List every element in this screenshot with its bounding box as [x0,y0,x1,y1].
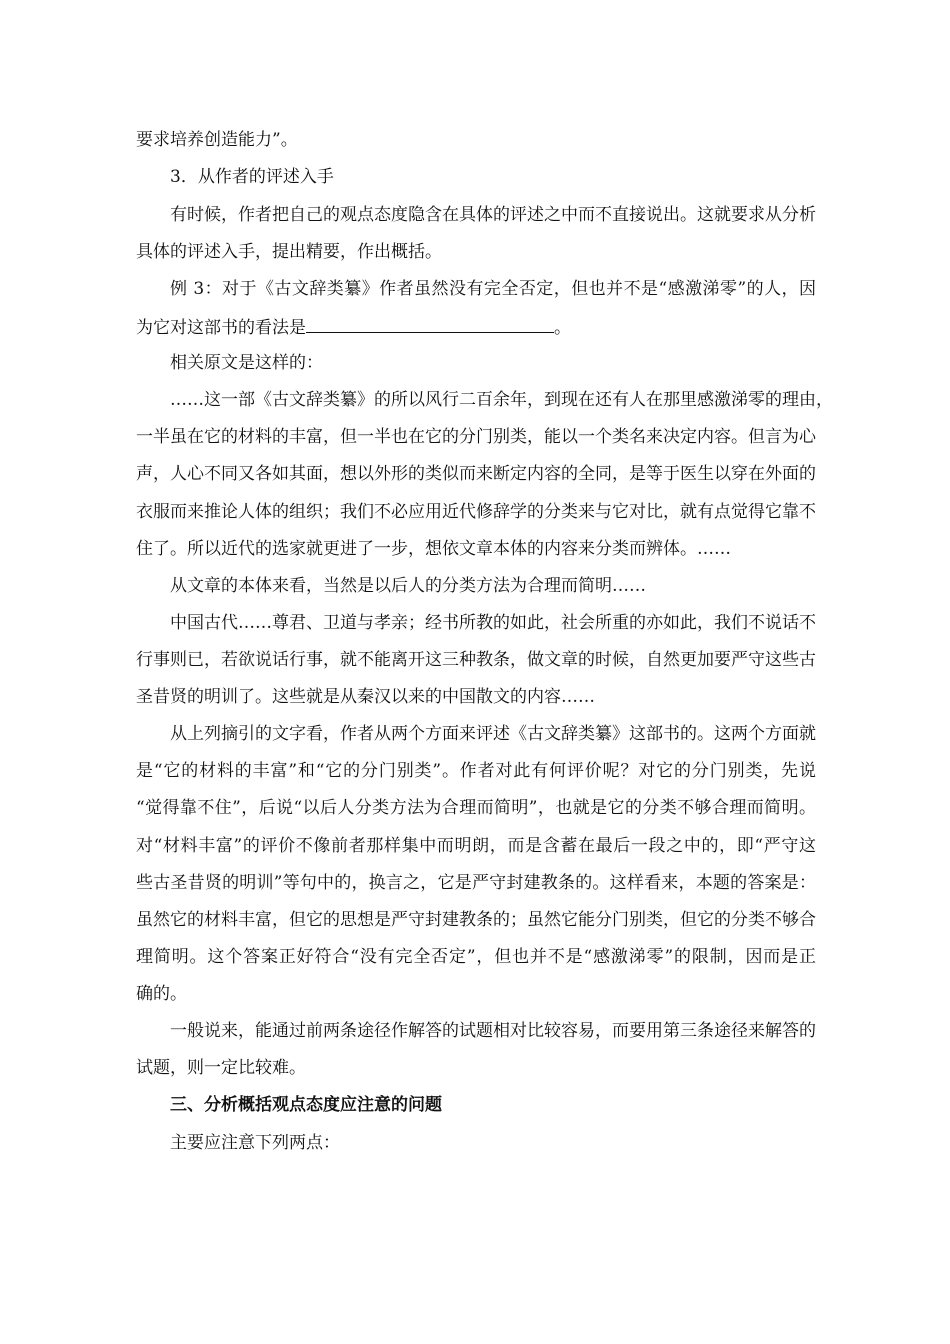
quote-line: 从文章的本体来看，当然是以后人的分类方法为合理而简明…… [170,576,646,596]
quote-line: ……这一部《古文辞类纂》的所以风行二百余年，到现在还有人在那里感激涕零的理由， [170,390,833,410]
text-line [136,314,816,340]
text-line: 些古圣昔贤的明训”等句中的，换言之，它是严守封建教条的。这样看来，本题的答案是： [136,873,816,893]
quote-line: 住了。所以近代的选家就更进了一步，想依文章本体的内容来分类而辨体。…… [136,539,731,559]
text-line: “觉得靠不住”，后说“以后人分类方法为合理而简明”，也就是它的分类不够合理而简明。 [136,798,816,818]
quote-line: 声，人心不同又各如其面，想以外形的类似而来断定内容的全同，是等于医生以穿在外面的 [136,464,816,484]
answer-blank [306,314,554,333]
text-line: 有时候，作者把自己的观点态度隐含在具体的评述之中而不直接说出。这就要求从分析 [170,205,816,225]
text-line: 从上列摘引的文字看，作者从两个方面来评述《古文辞类纂》这部书的。这两个方面就 [170,724,816,744]
quote-line: 中国古代……尊君、卫道与孝亲；经书所教的如此，社会所重的亦如此，我们不说话不 [170,613,816,633]
text-line: 要求培养创造能力”。 [136,130,298,150]
text-line: 主要应注意下列两点： [170,1133,340,1153]
text-line: 一般说来，能通过前两条途径作解答的试题相对比较容易，而要用第三条途径来解答的 [170,1021,816,1041]
text-line: 相关原文是这样的： [170,353,323,373]
quote-line: 行事则已，若欲说话行事，就不能离开这三种教条，做文章的时候，自然更加要严守这些古 [136,650,816,670]
text-line: 确的。 [136,984,187,1004]
quote-line: 圣昔贤的明训了。这些就是从秦汉以来的中国散文的内容…… [136,687,595,707]
text-line: 理简明。这个答案正好符合“没有完全否定”，但也并不是“感激涕零”的限制，因而是正 [136,947,816,967]
section-heading-3: 3．从作者的评述入手 [170,167,334,187]
text-line: 具体的评述入手，提出精要，作出概括。 [136,242,442,262]
text-line: 试题，则一定比较难。 [136,1058,306,1078]
question-text: 为它对这部书的看法是 [136,318,306,338]
question-end: 。 [554,318,571,338]
example-question: 例 3：对于《古文辞类纂》作者虽然没有完全否定，但也并不是“感激涕零”的人，因 [170,279,816,299]
text-line: 对“材料丰富”的评价不像前者那样集中而明朗，而是含蓄在最后一段之中的，即“严守这 [136,836,816,856]
text-line: 是“它的材料的丰富”和“它的分门别类”。作者对此有何评价呢？对它的分门别类，先说 [136,761,816,781]
quote-line: 衣服而来推论人体的组织；我们不必应用近代修辞学的分类来与它对比，就有点觉得它靠不 [136,502,816,522]
text-line: 虽然它的材料丰富，但它的思想是严守封建教条的；虽然它能分门别类，但它的分类不够合 [136,910,816,930]
quote-line: 一半虽在它的材料的丰富，但一半也在它的分门别类，能以一个类名来决定内容。但言为心 [136,427,816,447]
section-heading: 三、分析概括观点态度应注意的问题 [170,1095,442,1115]
